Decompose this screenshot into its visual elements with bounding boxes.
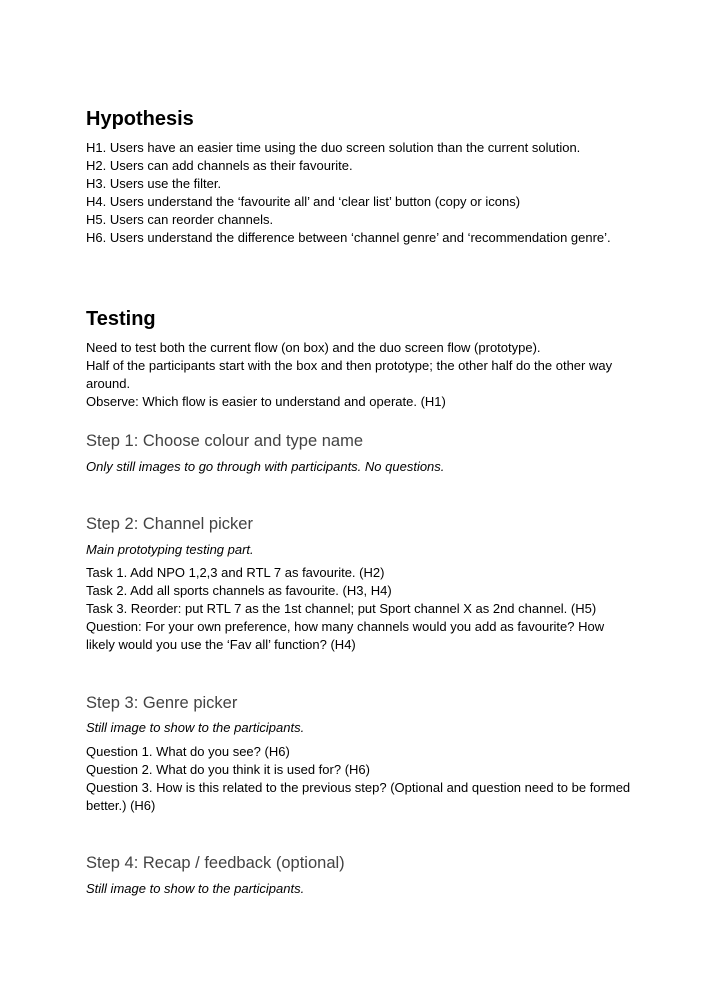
task-item: Task 3. Reorder: put RTL 7 as the 1st channel; put Sport channel X as 2nd channel. (H5) (86, 601, 597, 616)
step-1-note: Only still images to go through with participants. No questions. (86, 459, 445, 474)
step-2-heading: Step 2: Channel picker (86, 515, 253, 533)
step-3-questions (86, 743, 646, 815)
hypothesis-item: H3. Users use the filter. (86, 176, 222, 191)
hypothesis-item: H1. Users have an easier time using the duo screen solution than the current solution. (86, 140, 581, 155)
testing-intro-line: Observe: Which flow is easier to understand and operate. (H1) (86, 394, 446, 409)
step-2-tasks (86, 564, 646, 654)
testing-intro (86, 339, 646, 411)
testing-intro-line: Half of the participants start with the box and then prototype; the other half do the other way around. (86, 358, 613, 391)
hypothesis-item: H5. Users can reorder channels. (86, 212, 274, 227)
testing-intro-line: Need to test both the current flow (on box) and the duo screen flow (prototype). (86, 340, 541, 355)
step-3-note: Still image to show to the participants. (86, 720, 305, 735)
testing-heading: Testing (86, 308, 156, 330)
question-item: Question: For your own preference, how many channels would you add as favourite? How likely would you use the ‘Fav all’ function? (H4) (86, 619, 605, 652)
step-3-heading: Step 3: Genre picker (86, 694, 238, 712)
hypothesis-item: H2. Users can add channels as their favourite. (86, 158, 353, 173)
step-4-note: Still image to show to the participants. (86, 881, 305, 896)
hypothesis-list (86, 139, 646, 247)
hypothesis-heading: Hypothesis (86, 108, 194, 130)
hypothesis-item: H6. Users understand the difference between ‘channel genre’ and ‘recommendation genre’. (86, 230, 611, 245)
question-item: Question 1. What do you see? (H6) (86, 744, 290, 759)
hypothesis-item: H4. Users understand the ‘favourite all’ and ‘clear list’ button (copy or icons) (86, 194, 521, 209)
task-item: Task 2. Add all sports channels as favourite. (H3, H4) (86, 583, 392, 598)
step-1-heading: Step 1: Choose colour and type name (86, 432, 364, 450)
task-item: Task 1. Add NPO 1,2,3 and RTL 7 as favourite. (H2) (86, 565, 385, 580)
step-4-heading: Step 4: Recap / feedback (optional) (86, 854, 345, 872)
question-item: Question 2. What do you think it is used for? (H6) (86, 762, 370, 777)
step-2-note: Main prototyping testing part. (86, 542, 254, 557)
question-item: Question 3. How is this related to the previous step? (Optional and question need to be formed better.) (H6) (86, 780, 631, 813)
